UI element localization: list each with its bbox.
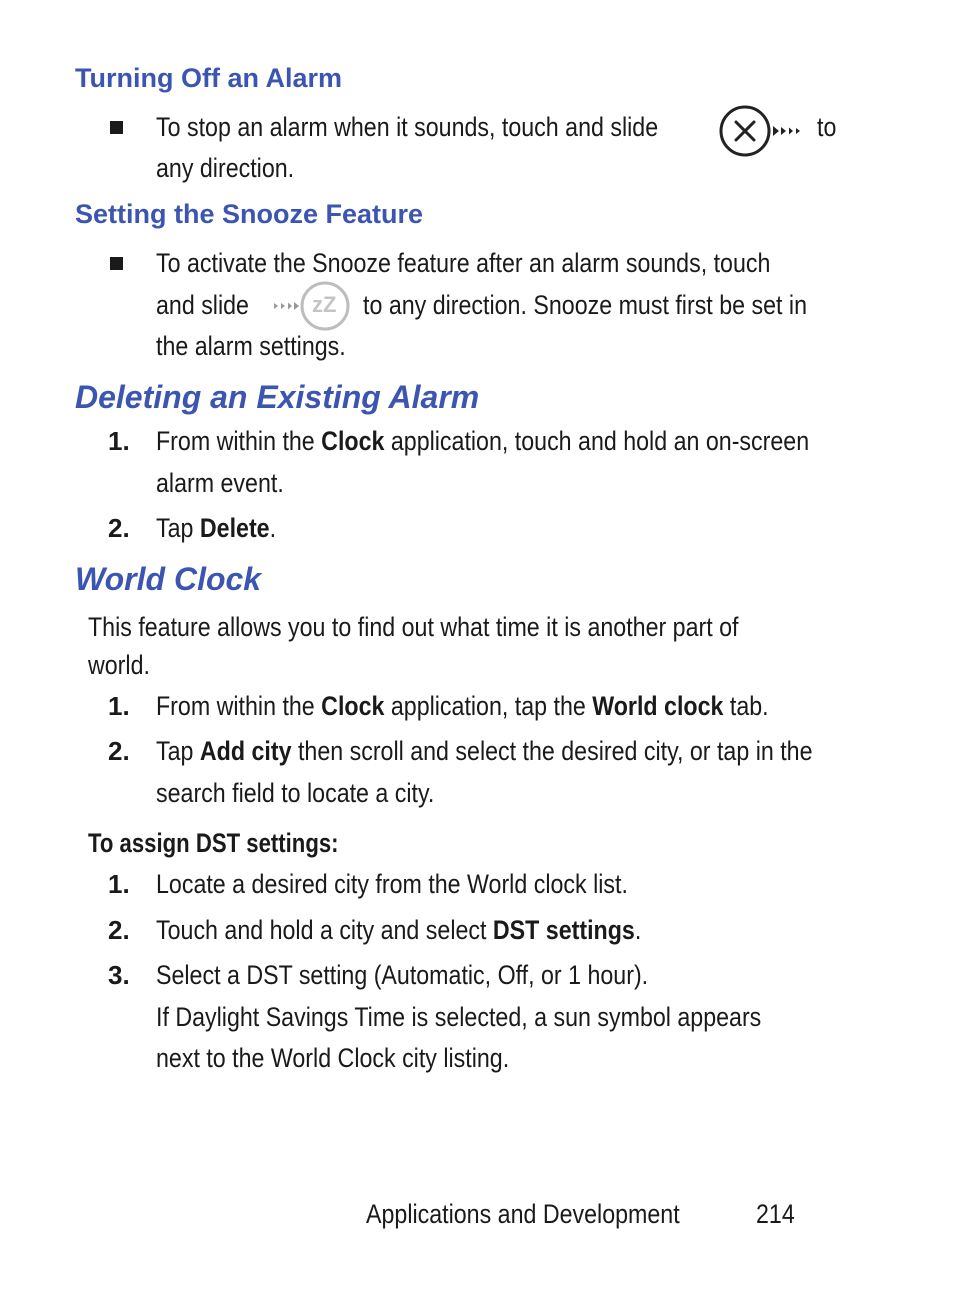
turning-off-line2: any direction. [156, 153, 295, 183]
bold-term: DST settings [492, 915, 635, 945]
text: From within the [156, 426, 322, 456]
snooze-line2-before: and slide [156, 290, 249, 320]
text: From within the [156, 691, 322, 721]
dst-step3: Select a DST setting (Automatic, Off, or 1 hour). [156, 960, 649, 990]
text: application, touch and hold an on-screen [384, 426, 810, 456]
step-number: 2. [108, 915, 130, 945]
text: Touch and hold a city and select [156, 915, 493, 945]
bold-term: Add city [199, 736, 292, 766]
text: . [269, 513, 277, 543]
dst-note-line1: If Daylight Savings Time is selected, a sun symbol appears [156, 1002, 762, 1032]
step-number: 1. [108, 426, 130, 456]
heading-snooze-feature: Setting the Snooze Feature [75, 199, 424, 229]
step-number: 1. [108, 691, 130, 721]
bullet-square [110, 257, 123, 270]
bold-term: Clock [321, 691, 385, 721]
text: . [634, 915, 642, 945]
step-number: 1. [108, 869, 130, 899]
dst-subheading: To assign DST settings: [88, 828, 339, 858]
turning-off-text-after: to [817, 112, 837, 142]
footer-page-number: 214 [756, 1199, 795, 1229]
text: tab. [723, 691, 769, 721]
step-number: 2. [108, 513, 130, 543]
bullet-square [110, 121, 123, 134]
bold-term: Clock [321, 426, 385, 456]
bold-term: Delete [199, 513, 270, 543]
dst-note-line2: next to the World Clock city listing. [156, 1043, 510, 1073]
step-number: 3. [108, 960, 130, 990]
footer-section-title: Applications and Development [366, 1199, 680, 1229]
heading-deleting-alarm: Deleting an Existing Alarm [75, 379, 480, 415]
bold-term: World clock [592, 691, 724, 721]
text: Tap [156, 736, 200, 766]
world-clock-intro-line2: world. [88, 650, 150, 680]
text: then scroll and select the desired city, or tap in the [291, 736, 813, 766]
world-clock-step1 [156, 686, 769, 726]
deleting-step1 [156, 421, 809, 461]
deleting-step1-line2: alarm event. [156, 468, 284, 498]
snooze-line3: the alarm settings. [156, 331, 346, 361]
dismiss-alarm-icon [718, 104, 808, 160]
snooze-line1: To activate the Snooze feature after an alarm sounds, touch [156, 248, 771, 278]
heading-turning-off-alarm: Turning Off an Alarm [75, 63, 342, 93]
text: application, tap the [384, 691, 593, 721]
world-clock-step2 [156, 731, 813, 771]
world-clock-step2-line2: search field to locate a city. [156, 778, 435, 808]
dst-step2 [156, 910, 641, 950]
turning-off-text-before: To stop an alarm when it sounds, touch and slide [156, 112, 659, 142]
deleting-step2 [156, 508, 276, 548]
text: Tap [156, 513, 200, 543]
dst-step1: Locate a desired city from the World clock list. [156, 869, 628, 899]
world-clock-intro-line1: This feature allows you to find out what time it is another part of [88, 612, 739, 642]
step-number: 2. [108, 736, 130, 766]
snooze-line2-after: to any direction. Snooze must first be set in [363, 290, 807, 320]
heading-world-clock: World Clock [75, 561, 262, 597]
snooze-icon-label: zZ [312, 292, 337, 317]
